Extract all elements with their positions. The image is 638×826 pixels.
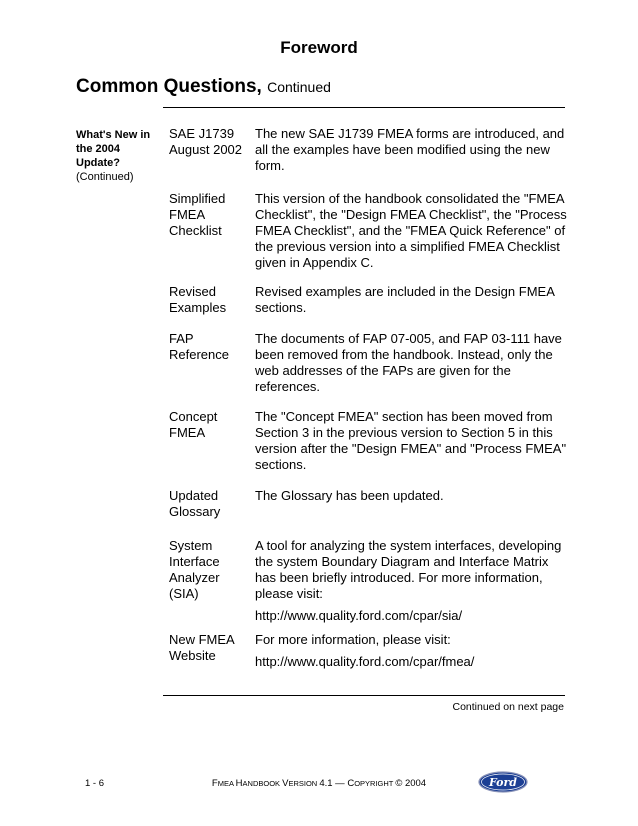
row-text: Revised examples are included in the Design FMEA sections. (255, 284, 555, 315)
row-text: The documents of FAP 07-005, and FAP 03-111 have been removed from the handbook. Instead, only the web addresses of the FAPs are given for the references. (255, 331, 562, 394)
page-title: Foreword (280, 38, 358, 57)
row-text: For more information, please visit: http://www.quality.ford.com/cpar/fmea/ (255, 632, 567, 670)
sidebar-line: the 2004 (76, 143, 121, 155)
row-text: A tool for analyzing the system interfaces, developing the system Boundary Diagram and Interface Matrix has been briefly introduced. For more information, please visit: http://www.quality.ford.com/cpar/sia/ (255, 538, 567, 624)
continued-note: Continued on next page (452, 701, 564, 713)
row-text: This version of the handbook consolidated the "FMEA Checklist", the "Design FMEA Checklist", the "Process FMEA Checklist", and the "FMEA Quick Reference" of the previous version into a simplified FMEA Checklist given in Appendix C. (255, 191, 567, 270)
sidebar-line: Update? (76, 157, 120, 169)
fmea-website-link[interactable]: http://www.quality.ford.com/cpar/fmea/ (255, 654, 475, 669)
ford-logo (478, 771, 528, 793)
page-number: 1 - 6 (85, 778, 105, 789)
sidebar-continued: (Continued) (76, 171, 134, 183)
row-text: The "Concept FMEA" section has been moved from Section 3 in the previous version to Section 5 in this version after the "Design FMEA" and "Process FMEA" sections. (255, 409, 567, 472)
section-title-sub: Continued (267, 79, 331, 95)
row-label: Revised Examples (169, 284, 227, 315)
sidebar-topic (76, 128, 160, 184)
section-title-main: Common Questions, (76, 76, 262, 97)
row-label: SAE J1739 August 2002 (169, 126, 243, 157)
sidebar-line: What's New in (76, 129, 151, 141)
footer-title: FMEA HANDBOOK VERSION 4.1 — COPYRIGHT © 2004 (211, 778, 427, 789)
row-label: Simplified FMEA Checklist (169, 191, 226, 238)
row-label: System Interface Analyzer (SIA) (169, 538, 220, 601)
row-label: FAP Reference (169, 331, 229, 362)
bottom-divider (163, 695, 565, 696)
section-title (76, 76, 331, 98)
ford-logo-text: Ford (488, 776, 518, 789)
row-text: The new SAE J1739 FMEA forms are introduced, and all the examples have been modified using the new form. (255, 126, 565, 173)
row-text: The Glossary has been updated. (255, 488, 444, 503)
top-divider (163, 107, 565, 108)
row-label: New FMEA Website (169, 632, 235, 663)
sia-link[interactable]: http://www.quality.ford.com/cpar/sia/ (255, 608, 463, 623)
row-label: Concept FMEA (169, 409, 218, 440)
row-label: Updated Glossary (169, 488, 221, 519)
